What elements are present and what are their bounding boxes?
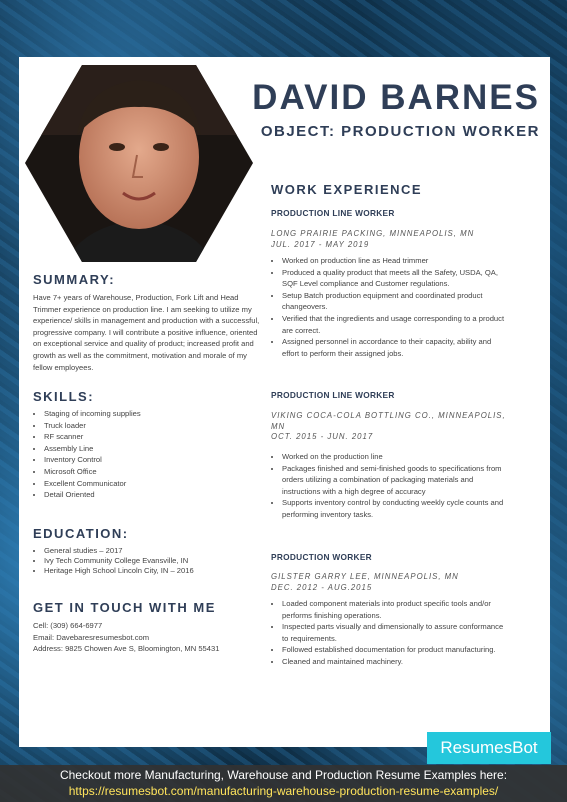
list-item: • Verified that the ingredients and usage corresponding to a product are correct.: [282, 313, 506, 336]
list-item: • Excellent Communicator: [44, 478, 253, 490]
skills-list: [33, 408, 253, 501]
list-item: • Worked on production line as Head trimmer: [282, 255, 506, 267]
list-item: • Truck loader: [44, 420, 253, 432]
work-experience-heading: WORK EXPERIENCE: [271, 182, 423, 197]
education-heading: EDUCATION:: [33, 526, 129, 541]
list-item: • Detail Oriented: [44, 489, 253, 501]
contact-cell: Cell: (309) 664-6977: [33, 621, 103, 630]
profile-photo: [25, 65, 253, 262]
list-item: • Microsoft Office: [44, 466, 253, 478]
list-item: • Produced a quality product that meets all the Safety, USDA, QA, SQF Level compliance and Customer regulations.: [282, 267, 506, 290]
job-meta: [271, 229, 506, 250]
summary-heading: SUMMARY:: [33, 272, 116, 287]
job-dates: OCT. 2015 - JUN. 2017: [271, 432, 374, 441]
contact-address: Address: 9825 Chowen Ave S, Bloomington, MN 55431: [33, 644, 220, 654]
list-item: • Followed established documentation for product manufacturing.: [282, 644, 506, 656]
job-bullets: [271, 598, 506, 668]
candidate-name: DAVID BARNES: [252, 78, 540, 117]
banner-text: Checkout more Manufacturing, Warehouse and Production Resume Examples here:: [59, 768, 508, 782]
job-bullets: [271, 451, 506, 521]
list-item: • Assigned personnel in accordance to their capacity, ability and effort to perform their assigned jobs.: [282, 336, 506, 359]
objective-title: OBJECT: PRODUCTION WORKER: [260, 123, 540, 140]
job-title: PRODUCTION LINE WORKER: [271, 208, 395, 218]
job-title: PRODUCTION WORKER: [271, 552, 372, 562]
job-company: LONG PRAIRIE PACKING, MINNEAPOLIS, MN: [271, 229, 475, 238]
job-bullets: [271, 255, 506, 359]
contact-heading: GET IN TOUCH WITH ME: [33, 600, 216, 615]
list-item: • Worked on the production line: [282, 451, 506, 463]
job-meta: [271, 411, 506, 443]
list-item: • Heritage High School Lincoln City, IN – 2016: [44, 566, 263, 576]
job-title: PRODUCTION LINE WORKER: [271, 390, 395, 400]
job-dates: DEC. 2012 - AUG.2015: [271, 582, 373, 592]
job-dates: JUL. 2017 - MAY 2019: [271, 239, 370, 249]
list-item: • Cleaned and maintained machinery.: [282, 656, 506, 668]
list-item: • Setup Batch production equipment and coordinated product changeovers.: [282, 290, 506, 313]
resumesbot-logo[interactable]: ResumesBot: [427, 732, 551, 764]
list-item: • Inspected parts visually and dimensionally to assure conformance to requirements.: [282, 621, 506, 644]
banner-link[interactable]: https://resumesbot.com/manufacturing-warehouse-production-resume-examples/: [68, 784, 499, 798]
list-item: • Supports inventory control by conducting weekly cycle counts and performing inventory tasks.: [282, 497, 506, 520]
contact-email: Email: Davebaresresumesbot.com: [33, 632, 150, 642]
job-meta: [271, 572, 506, 593]
summary-text: Have 7+ years of Warehouse, Production, Fork Lift and Head Trimmer experience on production line. I am seeking to utilize my experience/ skills in management and production with a successful, progressive company. I will contribute a positive influence, oriented on exceptional service and quality of product; increased profit and growth as well as the commitment, motivation and morale of my fellow employees.: [33, 293, 260, 372]
list-item: • Assembly Line: [44, 443, 253, 455]
skills-heading: SKILLS:: [33, 389, 95, 404]
job-company: GILSTER GARRY LEE, MINNEAPOLIS, MN: [271, 572, 459, 581]
list-item: • RF scanner: [44, 431, 253, 443]
list-item: • General studies – 2017: [44, 546, 263, 556]
job-company: VIKING COCA-COLA BOTTLING CO., MINNEAPOLIS, MN: [271, 411, 506, 431]
list-item: • Packages finished and semi-finished goods to specifications from orders utilizing a combination of packaging materials and instructions with a high degree of accuracy: [282, 463, 506, 498]
list-item: • Staging of incoming supplies: [44, 408, 253, 420]
list-item: • Loaded component materials into product specific tools and/or performs finishing operations.: [282, 598, 506, 621]
contact-block: [33, 620, 273, 655]
education-list: [33, 546, 263, 577]
list-item: • Ivy Tech Community College Evansville, IN: [44, 556, 263, 566]
list-item: • Inventory Control: [44, 454, 253, 466]
